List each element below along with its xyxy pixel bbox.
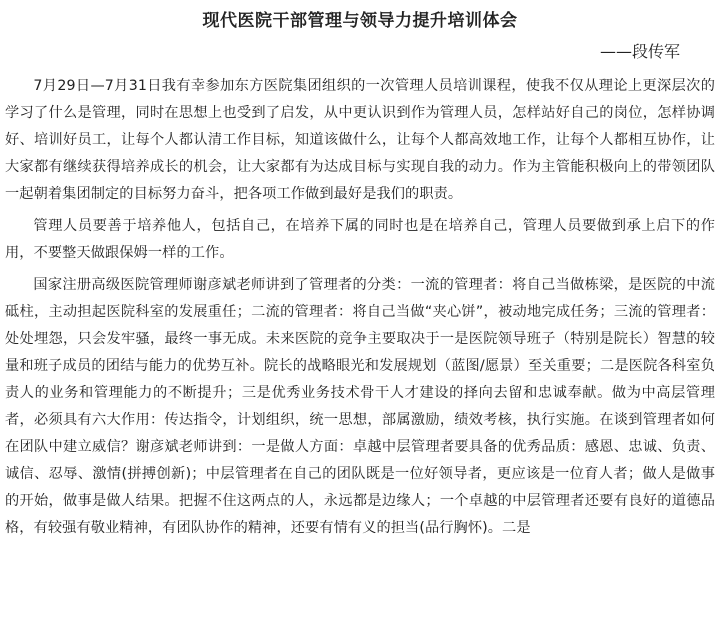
- paragraph-training-intro: 7月29日—7月31日我有幸参加东方医院集团组织的一次管理人员培训课程，使我不仅从理论上更深层次的学习了什么是管理，同时在思想上也受到了启发，从中更认识到作为管理人员，怎样站好自己的岗位，怎样协调好、培训好员工，让每个人都认清工作目标，知道该做什么，让每个人都高效地工作，让每个人都相互协作，让大家都有继续获得培养成长的机会，让大家都有为达成目标与实现自我的动力。作为主管能积极向上的带领团队一起朝着集团制定的目标努力奋斗，把各项工作做到最好是我们的职责。: [5, 78, 715, 202]
- paragraph-manager-categories: 国家注册高级医院管理师谢彦斌老师讲到了管理者的分类：一流的管理者：将自己当做栋梁，是医院的中流砥柱，主动担起医院科室的发展重任；二流的管理者：将自己当做“夹心饼”，被动地完成任务；三流的管理者：处处埋怨，只会发牢骚，最终一事无成。未来医院的竞争主要取决于一是医院领导班子（特别是院长）智慧的较量和班子成员的团结与能力的优势互补。院长的战略眼光和发展规划（蓝图/愿景）至关重要；二是医院各科室负责人的业务和管理能力的不断提升；三是优秀业务技术骨干人才建设的择向去留和忠诚奉献。做为中高层管理者，必须具有六大作用：传达指令，计划组织，统一思想，部属激励，绩效考核，执行实施。在谈到管理者如何在团队中建立威信？谢彦斌老师讲到：一是做人方面：卓越中层管理者要具备的优秀品质：感恩、忠诚、负责、诚信、忍辱、激情(拼搏创新)；中层管理者在自己的团队既是一位好领导者，更应该是一位育人者；做人是做事的开始，做事是做人结果。把握不住这两点的人，永远都是边缘人；一个卓越的中层管理者还要有良好的道德品格，有较强有敬业精神，有团队协作的精神，还要有情有义的担当(品行胸怀)。二是: [5, 277, 715, 536]
- article-author: ——段传军: [599, 42, 680, 61]
- article-title: 现代医院干部管理与领导力提升培训体会: [202, 11, 518, 31]
- article-body: [5, 73, 715, 547]
- paragraph-cultivate-others: 管理人员要善于培养他人，包括自己，在培养下属的同时也是在培养自己，管理人员要做到承上启下的作用，不要整天做跟保姆一样的工作。: [5, 218, 715, 261]
